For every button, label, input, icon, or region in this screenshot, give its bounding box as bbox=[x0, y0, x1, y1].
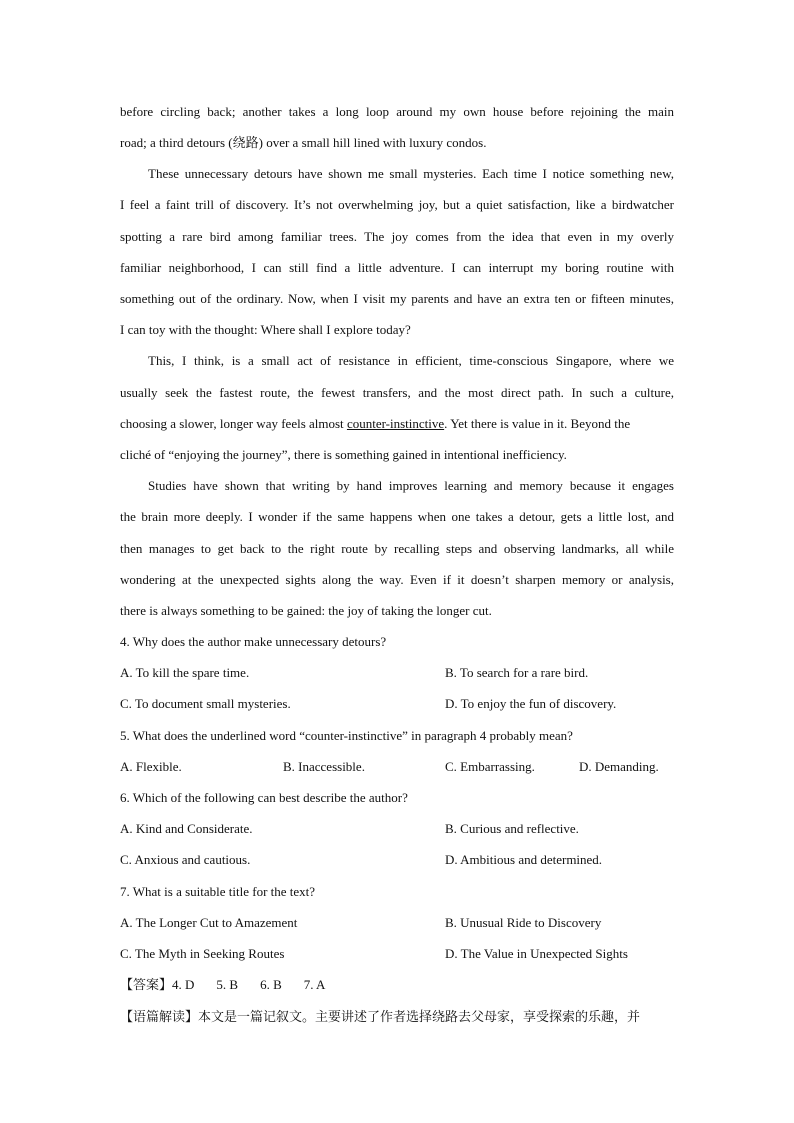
question-stem: 7. What is a suitable title for the text? bbox=[120, 884, 316, 899]
option-c: C. Anxious and cautious. bbox=[120, 852, 251, 867]
option-b: B. To search for a rare bird. bbox=[445, 665, 589, 680]
option-d: D. Demanding. bbox=[579, 759, 659, 774]
passage-line: the brain more deeply. I wonder if the same happens when one takes a detour, gets a little lost, and bbox=[120, 509, 674, 524]
answer-item: 7. A bbox=[303, 977, 326, 992]
option-d: D. Ambitious and determined. bbox=[445, 852, 603, 867]
option-b: B. Curious and reflective. bbox=[445, 821, 579, 836]
option-d: D. To enjoy the fun of discovery. bbox=[445, 696, 617, 711]
analysis-label: 【语篇解读】 bbox=[120, 1010, 199, 1025]
passage-line: This, I think, is a small act of resistance in efficient, time-conscious Singapore, where we bbox=[148, 353, 674, 368]
passage-line-rest: Yet there is value in it. Beyond the bbox=[450, 416, 631, 431]
passage-line: I can toy with the thought: Where shall I explore today? bbox=[120, 322, 411, 337]
passage-line: These unnecessary detours have shown me small mysteries. Each time I notice something new, bbox=[148, 166, 674, 181]
passage-line bbox=[120, 414, 674, 434]
question-stem: 6. Which of the following can best describe the author? bbox=[120, 790, 408, 805]
analysis-text: 本文是一篇记叙文。主要讲述了作者选择绕路去父母家，享受探索的乐趣，并 bbox=[198, 1010, 641, 1025]
option-c: C. To document small mysteries. bbox=[120, 696, 291, 711]
passage-line: then manages to get back to the right route by recalling steps and observing landmarks, all while bbox=[120, 541, 674, 556]
option-c: C. Embarrassing. bbox=[445, 759, 535, 774]
passage-line bbox=[120, 133, 674, 153]
analysis-line bbox=[120, 1007, 640, 1028]
underlined-word: counter-instinctive bbox=[346, 416, 445, 431]
option-b: B. Inaccessible. bbox=[283, 759, 365, 774]
passage-line-suffix: . bbox=[444, 416, 451, 431]
option-a: A. Kind and Considerate. bbox=[120, 821, 253, 836]
option-b: B. Unusual Ride to Discovery bbox=[445, 915, 602, 930]
answer-item: 6. B bbox=[260, 977, 282, 992]
option-a: A. To kill the spare time. bbox=[120, 665, 250, 680]
answer-item: 4. D bbox=[172, 977, 195, 992]
passage-line: Studies have shown that writing by hand improves learning and memory because it engages bbox=[148, 478, 674, 493]
passage-line: usually seek the fastest route, the fewest transfers, and the most direct path. In such a culture, bbox=[120, 385, 674, 400]
passage-line-text: road; a third detours (绕路) over a small hill lined with luxury condos. bbox=[120, 135, 487, 150]
passage-line: cliché of “enjoying the journey”, there is something gained in intentional inefficiency. bbox=[120, 447, 567, 462]
answer-label: 【答案】 bbox=[120, 978, 173, 993]
passage-line: before circling back; another takes a long loop around my own house before rejoining the main bbox=[120, 104, 674, 119]
passage-line-prefix: choosing a slower, longer way feels almost bbox=[120, 416, 347, 431]
passage-line: there is always something to be gained: the joy of taking the longer cut. bbox=[120, 603, 492, 618]
answer-item: 5. B bbox=[216, 977, 239, 992]
option-a: A. Flexible. bbox=[120, 759, 182, 774]
question-stem: 5. What does the underlined word “counter-instinctive” in paragraph 4 probably mean? bbox=[120, 728, 573, 743]
passage-line: familiar neighborhood, I can still find a little adventure. I can interrupt my boring routine with bbox=[120, 260, 674, 275]
option-c: C. The Myth in Seeking Routes bbox=[120, 946, 285, 961]
passage-line: spotting a rare bird among familiar trees. The joy comes from the idea that even in my overly bbox=[120, 229, 674, 244]
passage-line: I feel a faint trill of discovery. It’s not overwhelming joy, but a quiet satisfaction, like a birdwatcher bbox=[120, 197, 674, 212]
question-stem: 4. Why does the author make unnecessary detours? bbox=[120, 634, 387, 649]
passage-line: wondering at the unexpected sights along the way. Even if it doesn’t sharpen memory or analysis, bbox=[120, 572, 674, 587]
passage-line: something out of the ordinary. Now, when I visit my parents and have an extra ten or fifteen minutes, bbox=[120, 291, 674, 306]
option-d: D. The Value in Unexpected Sights bbox=[445, 946, 628, 961]
answer-line bbox=[120, 975, 325, 996]
option-a: A. The Longer Cut to Amazement bbox=[120, 915, 298, 930]
